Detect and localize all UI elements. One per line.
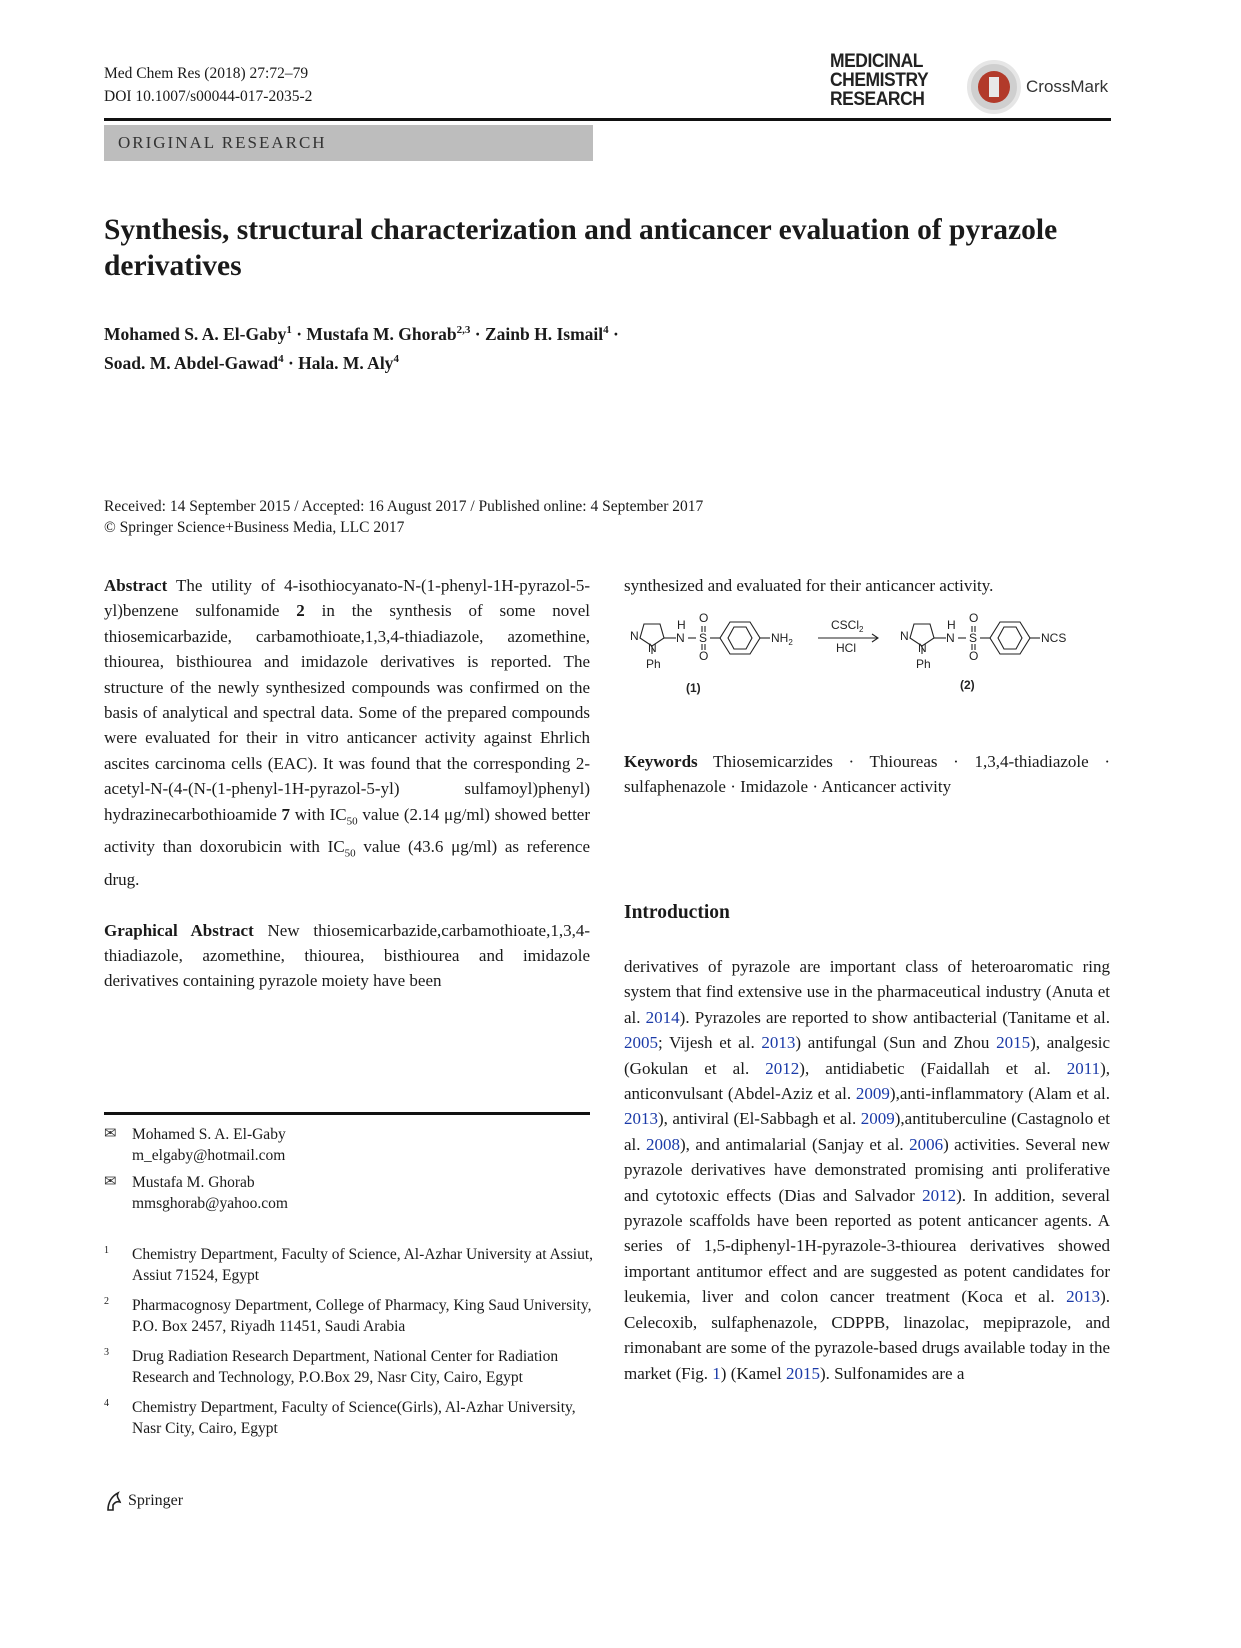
citation-link[interactable]: 2009 bbox=[860, 1109, 895, 1129]
citation-link[interactable]: 1 bbox=[712, 1363, 721, 1383]
citation-link[interactable]: 2011 bbox=[1066, 1058, 1101, 1078]
envelope-icon: ✉ bbox=[104, 1126, 117, 1142]
corresponding-authors bbox=[104, 1124, 288, 1220]
affiliation: 2 Pharmacognosy Department, College of Pharmacy, King Saud University, P.O. Box 2457, Riyadh 11451, Saudi Arabia bbox=[104, 1296, 592, 1335]
email-link[interactable]: m_elgaby@hotmail.com bbox=[132, 1147, 286, 1164]
publication-dates: Received: 14 September 2015 / Accepted: 16 August 2017 / Published online: 4 September 2017 © Springer Science+Business Media, LLC 2017 bbox=[104, 498, 704, 536]
svg-text:CSCl2: CSCl$_2$ bbox=[831, 618, 864, 634]
intro-text: ), and antimalarial (Sanjay et al. bbox=[679, 1134, 910, 1154]
intro-text: ; Vijesh et al. bbox=[658, 1033, 762, 1053]
citation-link[interactable]: 2009 bbox=[855, 1084, 890, 1104]
keyword[interactable]: Thiosemicarzides bbox=[713, 752, 833, 771]
intro-text: ),antituberculine (Castagnolo et al. bbox=[624, 1109, 1110, 1154]
svg-text:NH2: $NH_2$ bbox=[771, 631, 793, 647]
graphical-abstract-label: Graphical Abstract bbox=[104, 920, 254, 940]
abstract-label: Abstract bbox=[104, 576, 168, 595]
svg-text:N: N bbox=[648, 641, 657, 655]
intro-text: ), antiviral (El-Sabbagh et al. bbox=[658, 1109, 861, 1129]
email-link[interactable]: mmsghorab@yahoo.com bbox=[132, 1195, 288, 1212]
author-name[interactable]: Hala. M. Aly bbox=[298, 352, 394, 373]
doi[interactable]: DOI 10.1007/s00044-017-2035-2 bbox=[104, 88, 313, 105]
svg-text:O: O bbox=[699, 649, 709, 663]
citation-link[interactable]: 2006 bbox=[909, 1134, 944, 1154]
graphical-abstract-continued: synthesized and evaluated for their anticancer activity. bbox=[624, 576, 994, 595]
intro-text: ). Celecoxib, sulfaphenazole, CDPPB, linazolac, mepiprazole, and rimonabant are some of the pyrazole-based drugs available today in the market (Fig. bbox=[624, 1287, 1110, 1383]
citation-link[interactable]: 2013 bbox=[761, 1033, 796, 1053]
springer-horse-icon bbox=[104, 1490, 124, 1512]
intro-text: ). In addition, several pyrazole scaffolds have been reported as potent anticancer agents. A series of 1,5-diphenyl-1H-pyrazole-3-thiourea derivatives showed important antitumor effect and are suggested as potent candidates for leukemia, liver and colon cancer treatment (Koca et al. bbox=[624, 1185, 1110, 1307]
journal-citation: Med Chem Res (2018) 27:72–79 bbox=[104, 65, 309, 82]
author-name[interactable]: Mohamed S. A. El-Gaby bbox=[104, 323, 287, 344]
svg-text:H: H bbox=[677, 618, 686, 632]
svg-text:HCl: HCl bbox=[836, 641, 856, 655]
svg-text:S: S bbox=[699, 631, 708, 645]
citation-link[interactable]: 2014 bbox=[645, 1007, 680, 1027]
citation-link[interactable]: 2015 bbox=[996, 1033, 1031, 1053]
intro-text: ). Sulfonamides are a bbox=[819, 1363, 965, 1383]
svg-text:O: O bbox=[699, 612, 709, 625]
svg-text:NCS: NCS bbox=[1041, 631, 1067, 645]
publisher-footer: Springer bbox=[104, 1490, 183, 1512]
intro-text: ), antidiabetic (Faidallah et al. bbox=[799, 1058, 1067, 1078]
keywords: Keywords Thiosemicarzides · Thioureas · 1,3,4-thiadiazole · sulfaphenazole · Imidazole · Anticancer activity bbox=[624, 752, 1110, 797]
compound-1-label: (1) bbox=[686, 681, 701, 695]
svg-text:N: N bbox=[946, 631, 955, 645]
citation-link[interactable]: 2012 bbox=[922, 1185, 957, 1205]
svg-text:O: O bbox=[969, 612, 979, 625]
intro-text: ) activities. Several new pyrazole derivatives have demonstrated promising anti proliferative and cytotoxic effects (Dias and Salvador bbox=[624, 1134, 1110, 1205]
citation-link[interactable]: 2008 bbox=[645, 1134, 680, 1154]
citation-link[interactable]: 2012 bbox=[765, 1058, 800, 1078]
affiliation: 4 Chemistry Department, Faculty of Science(Girls), Al-Azhar University, Nasr City, Cairo, Egypt bbox=[104, 1398, 576, 1437]
intro-text: ),anti-inflammatory (Alam et al. bbox=[889, 1084, 1111, 1104]
svg-text:Ph: Ph bbox=[646, 657, 661, 671]
citation-link[interactable]: 2013 bbox=[624, 1109, 658, 1129]
article-title: Synthesis, structural characterization and anticancer evaluation of pyrazole derivatives bbox=[104, 214, 1058, 282]
introduction-paragraph bbox=[624, 954, 1110, 1386]
section-label: ORIGINAL RESEARCH bbox=[104, 125, 593, 161]
intro-text: ), anticonvulsant (Abdel-Aziz et al. bbox=[624, 1058, 1110, 1104]
contact-entry: ✉ Mohamed S. A. El-Gaby m_elgaby@hotmail.com bbox=[104, 1126, 286, 1164]
header-divider bbox=[104, 118, 1111, 121]
svg-text:O: O bbox=[969, 649, 979, 663]
contact-entry: ✉ Mustafa M. Ghorab mmsghorab@yahoo.com bbox=[104, 1174, 288, 1212]
citation-link[interactable]: 2005 bbox=[624, 1033, 658, 1053]
svg-text:N: N bbox=[630, 629, 639, 643]
author-list: Mohamed S. A. El-Gaby$^1$ · Mustafa M. Ghorab$^{2,3}$ · Zainb H. Ismail$^4$ · Soad. M. Abdel-Gawad$^4$ · Hala. M. Aly$^4$ bbox=[104, 323, 619, 373]
keyword[interactable]: Anticancer activity bbox=[821, 777, 952, 797]
keyword[interactable]: 1,3,4-thiadiazole bbox=[974, 752, 1089, 771]
keyword[interactable]: sulfaphenazole bbox=[624, 777, 726, 797]
affiliations bbox=[104, 1244, 594, 1448]
intro-text: ) antifungal (Sun and Zhou bbox=[795, 1033, 997, 1053]
svg-text:Ph: Ph bbox=[916, 657, 931, 671]
author-name[interactable]: Soad. M. Abdel-Gawad bbox=[104, 352, 279, 373]
author-name[interactable]: Mustafa M. Ghorab bbox=[306, 323, 457, 344]
keyword[interactable]: Imidazole bbox=[740, 777, 809, 797]
reaction-scheme bbox=[624, 612, 1111, 722]
envelope-icon: ✉ bbox=[104, 1174, 117, 1190]
svg-text:H: H bbox=[947, 618, 956, 632]
journal-logo[interactable]: MEDICINAL CHEMISTRY RESEARCH bbox=[830, 51, 929, 110]
abstract-paragraph: Abstract The utility of 4-isothiocyanato-N-(1-phenyl-1H-pyrazol-5-yl)benzene sulfonamide 2 in the synthesis of some novel thiosemicarbazide, carbamothioate,1,3,4-thiadiazole, azomethine, thiourea, bisthiourea and imidazole derivatives is reported. The structure of the newly synthesized compounds was confirmed on the basis of analytical and spectral data. Some of the prepared compounds were evaluated for their in vitro anticancer activity against Ehrlich ascites carcinoma cells (EAC). It was found that the corresponding 2-acetyl-N-(4-(N-(1-phenyl-1H-pyrazol-5-yl) sulfamoyl)phenyl) hydrazinecarbothioamide 7 with $IC_{50}$ value (2.14 μg/ml) showed better activity than doxorubicin with $IC_{50}$ value (43.6 μg/ml) as reference drug. bbox=[104, 576, 591, 890]
affiliation: 1 Chemistry Department, Faculty of Science, Al-Azhar University at Assiut, Assiut 71524, Egypt bbox=[104, 1245, 594, 1284]
affiliation: 3 Drug Radiation Research Department, National Center for Radiation Research and Technology, P.O.Box 29, Nasr City, Cairo, Egypt bbox=[104, 1347, 559, 1386]
author-name[interactable]: Zainb H. Ismail bbox=[484, 323, 604, 344]
graphical-abstract: Graphical Abstract New thiosemicarbazide,carbamothioate,1,3,4-thiadiazole, azomethine, thiourea, bisthiourea and imidazole derivatives containing pyrazole moiety have been bbox=[104, 920, 590, 991]
svg-text:N: N bbox=[900, 629, 909, 643]
compound-2-label: (2) bbox=[960, 678, 975, 692]
abstract bbox=[104, 573, 590, 994]
journal-info bbox=[104, 62, 312, 108]
svg-text:S: S bbox=[969, 631, 978, 645]
citation-link[interactable]: 2015 bbox=[785, 1363, 820, 1383]
intro-text: ). Pyrazoles are reported to show antibacterial (Tanitame et al. bbox=[679, 1007, 1110, 1027]
footnote-divider bbox=[104, 1112, 590, 1115]
keyword[interactable]: Thioureas bbox=[869, 752, 938, 771]
svg-text:N: N bbox=[918, 641, 927, 655]
intro-text: ), analgesic (Gokulan et al. bbox=[624, 1033, 1110, 1078]
svg-text:N: N bbox=[676, 631, 685, 645]
intro-text: derivatives of pyrazole are important class of heteroaromatic ring system that find extensive use in the pharmaceutical industry (Anuta et al. bbox=[624, 957, 1110, 1027]
crossmark-icon[interactable] bbox=[967, 60, 1021, 114]
section-heading: Introduction bbox=[624, 902, 730, 923]
crossmark-label[interactable]: CrossMark bbox=[1026, 77, 1109, 96]
keywords-label: Keywords bbox=[624, 752, 698, 771]
intro-text: ) (Kamel bbox=[720, 1363, 786, 1383]
citation-link[interactable]: 2013 bbox=[1066, 1287, 1101, 1307]
